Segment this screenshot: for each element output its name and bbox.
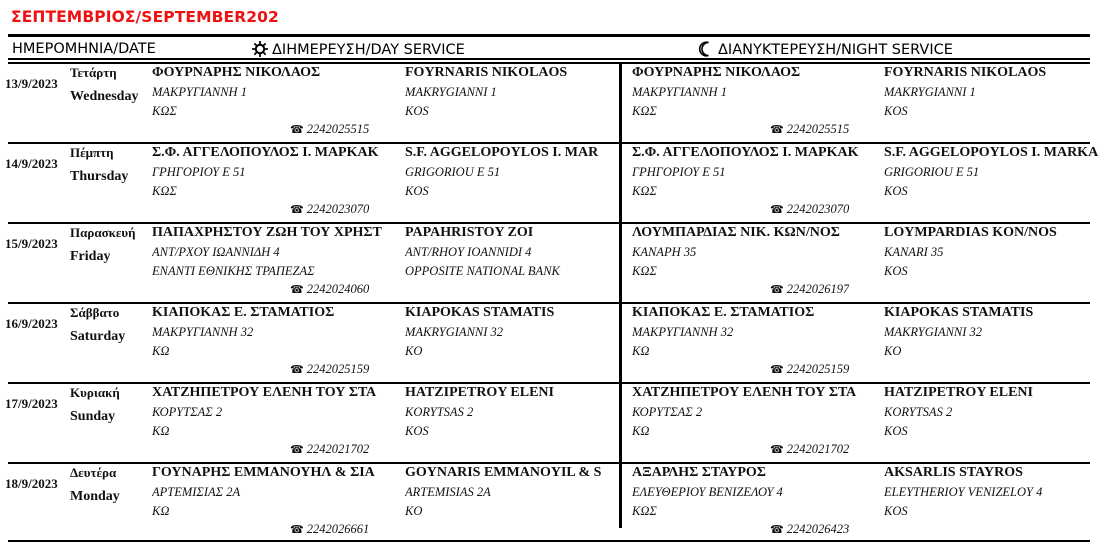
row-date: 17/9/2023 xyxy=(5,396,58,411)
table-bottom-border xyxy=(8,540,1090,542)
night-pharmacy-phone xyxy=(770,202,849,217)
moon-icon xyxy=(698,41,714,57)
phone-number: 2242023070 xyxy=(306,202,370,216)
night-pharmacy-address-greek: ΕΛΕΥΘΕΡΙΟΥ ΒΕΝΙΖΕΛΟΥ 4 xyxy=(632,485,783,499)
day-pharmacy-city-greek: ΚΩΣ xyxy=(152,184,177,198)
night-pharmacy-city-english: KOS xyxy=(884,184,908,198)
day-pharmacy-address-english: ARTEMISIAS 2A xyxy=(405,485,491,499)
day-pharmacy-city-english: OPPOSITE NATIONAL BANK xyxy=(405,264,560,278)
night-pharmacy-city-greek: ΚΩΣ xyxy=(632,104,657,118)
night-pharmacy-phone xyxy=(770,442,849,457)
day-pharmacy-name-greek: ΓΟΥΝΑΡΗΣ ΕΜΜΑΝΟΥΗΛ & ΣΙΑ xyxy=(152,465,375,480)
phone-icon: ☎ xyxy=(770,284,784,296)
day-pharmacy-name-english: HATZIPETROY ELENI xyxy=(405,385,554,400)
phone-icon: ☎ xyxy=(770,204,784,216)
night-pharmacy-address-english: MAKRYGIANNI 1 xyxy=(884,85,976,99)
day-pharmacy-name-english: S.F. AGGELOPOYLOS I. MAR xyxy=(405,145,599,160)
weekday-greek: Παρασκευή xyxy=(70,225,136,240)
phone-icon: ☎ xyxy=(770,364,784,376)
night-pharmacy-name-english: LOYMPARDIAS KON/NOS xyxy=(884,225,1057,240)
row-divider xyxy=(8,142,1090,144)
row-date: 13/9/2023 xyxy=(5,76,58,91)
night-pharmacy-address-greek: ΚΟΡΥΤΣΑΣ 2 xyxy=(632,405,703,419)
table-row xyxy=(0,62,1108,142)
table-row xyxy=(0,382,1108,462)
page-title: ΣΕΠΤΕΜΒΡΙΟΣ/SEPTEMBER202 xyxy=(11,8,279,26)
phone-icon: ☎ xyxy=(290,204,304,216)
table-row xyxy=(0,142,1108,222)
day-pharmacy-city-english: KO xyxy=(405,504,423,518)
day-pharmacy-address-english: MAKRYGIANNI 32 xyxy=(405,325,504,339)
day-pharmacy-address-english: GRIGORIOU E 51 xyxy=(405,165,501,179)
day-pharmacy-name-english: PAPAHRISTOY ZOI xyxy=(405,225,534,240)
night-pharmacy-name-greek: ΛΟΥΜΠΑΡΔΙΑΣ ΝΙΚ. ΚΩΝ/ΝΟΣ xyxy=(632,225,840,240)
row-date: 14/9/2023 xyxy=(5,156,58,171)
day-service-header xyxy=(252,41,465,58)
night-pharmacy-city-greek: ΚΩ xyxy=(632,424,650,438)
weekday-english: Wednesday xyxy=(70,89,139,104)
day-pharmacy-address-greek: ΑΝΤ/ΡΧΟΥ ΙΩΑΝΝΙΔΗ 4 xyxy=(152,245,280,259)
night-pharmacy-address-greek: ΚΑΝΑΡΗ 35 xyxy=(632,245,697,259)
sun-icon xyxy=(252,41,268,57)
night-pharmacy-city-english: KOS xyxy=(884,504,908,518)
phone-number: 2242025159 xyxy=(786,362,850,376)
night-pharmacy-name-greek: Σ.Φ. ΑΓΓΕΛΟΠΟΥΛΟΣ Ι. ΜΑΡΚΑΚ xyxy=(632,145,859,160)
day-pharmacy-name-greek: ΧΑΤΖΗΠΕΤΡΟΥ ΕΛΕΝΗ ΤΟΥ ΣΤΑ xyxy=(152,385,377,400)
day-pharmacy-address-greek: ΚΟΡΥΤΣΑΣ 2 xyxy=(152,405,223,419)
night-service-header xyxy=(698,41,953,58)
night-pharmacy-address-english: GRIGORIOU E 51 xyxy=(884,165,980,179)
night-pharmacy-phone xyxy=(770,522,849,537)
day-pharmacy-name-greek: ΠΑΠΑΧΡΗΣΤΟΥ ΖΩΗ ΤΟΥ ΧΡΗΣΤ xyxy=(152,225,382,240)
night-pharmacy-city-english: KOS xyxy=(884,104,908,118)
day-pharmacy-city-english: KO xyxy=(405,344,423,358)
phone-icon: ☎ xyxy=(290,284,304,296)
row-date: 16/9/2023 xyxy=(5,316,58,331)
night-pharmacy-name-english: FOYRNARIS NIKOLAOS xyxy=(884,65,1047,80)
table-row xyxy=(0,462,1108,542)
night-pharmacy-name-greek: ΚΙΑΠΟΚΑΣ Ε. ΣΤΑΜΑΤΙΟΣ xyxy=(632,305,815,320)
row-divider xyxy=(8,462,1090,464)
night-pharmacy-phone xyxy=(770,282,849,297)
phone-icon: ☎ xyxy=(290,124,304,136)
night-pharmacy-address-greek: ΜΑΚΡΥΓΙΑΝΝΗ 1 xyxy=(632,85,727,99)
day-pharmacy-phone xyxy=(290,282,369,297)
phone-number: 2242021702 xyxy=(786,442,850,456)
row-date: 18/9/2023 xyxy=(5,476,58,491)
row-divider xyxy=(8,302,1090,304)
day-pharmacy-address-greek: ΑΡΤΕΜΙΣΙΑΣ 2Α xyxy=(152,485,241,499)
day-pharmacy-name-english: FOYRNARIS NIKOLAOS xyxy=(405,65,568,80)
phone-icon: ☎ xyxy=(770,124,784,136)
day-pharmacy-city-greek: ΚΩΣ xyxy=(152,104,177,118)
phone-number: 2242025159 xyxy=(306,362,370,376)
day-pharmacy-name-english: GOYNARIS EMMANOYIL & S xyxy=(405,465,602,480)
night-pharmacy-address-english: KANARI 35 xyxy=(884,245,944,259)
weekday-greek: Τετάρτη xyxy=(70,65,117,80)
day-pharmacy-address-greek: ΓΡΗΓΟΡΙΟΥ Ε 51 xyxy=(152,165,246,179)
day-pharmacy-phone xyxy=(290,122,369,137)
night-pharmacy-address-english: MAKRYGIANNI 32 xyxy=(884,325,983,339)
weekday-greek: Κυριακή xyxy=(70,385,120,400)
day-pharmacy-name-greek: ΦΟΥΡΝΑΡΗΣ ΝΙΚΟΛΑΟΣ xyxy=(152,65,321,80)
day-pharmacy-city-greek: ΚΩ xyxy=(152,344,170,358)
phone-number: 2242026423 xyxy=(786,522,850,536)
weekday-english: Sunday xyxy=(70,409,116,424)
day-service-label: ΔΙΗΜΕΡΕΥΣΗ/DAY SERVICE xyxy=(272,42,465,58)
night-service-label: ΔΙΑΝΥΚΤΕΡΕΥΣΗ/NIGHT SERVICE xyxy=(718,42,953,58)
day-pharmacy-address-english: MAKRYGIANNI 1 xyxy=(405,85,497,99)
day-pharmacy-address-greek: ΜΑΚΡΥΓΙΑΝΝΗ 32 xyxy=(152,325,254,339)
phone-number: 2242025515 xyxy=(306,122,370,136)
night-pharmacy-name-english: KIAPOKAS STAMATIS xyxy=(884,305,1034,320)
day-pharmacy-city-english: KOS xyxy=(405,184,429,198)
weekday-english: Monday xyxy=(70,489,120,504)
table-row xyxy=(0,222,1108,302)
day-pharmacy-phone xyxy=(290,202,369,217)
phone-icon: ☎ xyxy=(290,524,304,536)
night-pharmacy-name-greek: ΧΑΤΖΗΠΕΤΡΟΥ ΕΛΕΝΗ ΤΟΥ ΣΤΑ xyxy=(632,385,857,400)
phone-number: 2242021702 xyxy=(306,442,370,456)
day-pharmacy-address-english: KORYTSAS 2 xyxy=(405,405,474,419)
day-pharmacy-city-greek: ΕΝΑΝΤΙ ΕΘΝΙΚΗΣ ΤΡΑΠΕΖΑΣ xyxy=(152,264,315,278)
day-pharmacy-phone xyxy=(290,362,369,377)
night-pharmacy-address-english: KORYTSAS 2 xyxy=(884,405,953,419)
night-pharmacy-city-english: KOS xyxy=(884,424,908,438)
day-pharmacy-city-english: KOS xyxy=(405,104,429,118)
weekday-english: Thursday xyxy=(70,169,129,184)
row-divider xyxy=(8,222,1090,224)
night-pharmacy-name-english: HATZIPETROY ELENI xyxy=(884,385,1033,400)
day-pharmacy-city-greek: ΚΩ xyxy=(152,504,170,518)
weekday-greek: Σάββατο xyxy=(70,305,120,320)
night-pharmacy-address-english: ELEYTHERIOY VENIZELOY 4 xyxy=(884,485,1043,499)
phone-number: 2242024060 xyxy=(306,282,370,296)
night-pharmacy-phone xyxy=(770,362,849,377)
day-pharmacy-city-greek: ΚΩ xyxy=(152,424,170,438)
night-pharmacy-city-greek: ΚΩ xyxy=(632,344,650,358)
night-pharmacy-name-english: AKSARLIS STAYROS xyxy=(884,465,1023,480)
night-pharmacy-city-english: KO xyxy=(884,344,902,358)
phone-number: 2242025515 xyxy=(786,122,850,136)
phone-icon: ☎ xyxy=(770,444,784,456)
weekday-greek: Δευτέρα xyxy=(70,465,117,480)
date-column-header: ΗΜΕΡΟΜΗΝΙΑ/DATE xyxy=(12,41,156,57)
day-pharmacy-name-greek: Σ.Φ. ΑΓΓΕΛΟΠΟΥΛΟΣ Ι. ΜΑΡΚΑΚ xyxy=(152,145,379,160)
day-pharmacy-name-greek: ΚΙΑΠΟΚΑΣ Ε. ΣΤΑΜΑΤΙΟΣ xyxy=(152,305,335,320)
table-row xyxy=(0,302,1108,382)
night-pharmacy-city-greek: ΚΩΣ xyxy=(632,184,657,198)
table-header xyxy=(8,34,1090,60)
night-pharmacy-address-greek: ΓΡΗΓΟΡΙΟΥ Ε 51 xyxy=(632,165,726,179)
phone-number: 2242023070 xyxy=(786,202,850,216)
weekday-english: Saturday xyxy=(70,329,126,344)
row-divider xyxy=(8,382,1090,384)
night-pharmacy-phone xyxy=(770,122,849,137)
night-pharmacy-city-greek: ΚΩΣ xyxy=(632,504,657,518)
day-pharmacy-name-english: KIAPOKAS STAMATIS xyxy=(405,305,555,320)
phone-number: 2242026661 xyxy=(306,522,370,536)
phone-icon: ☎ xyxy=(290,364,304,376)
night-pharmacy-address-greek: ΜΑΚΡΥΓΙΑΝΝΗ 32 xyxy=(632,325,734,339)
day-pharmacy-phone xyxy=(290,442,369,457)
phone-number: 2242026197 xyxy=(786,282,850,296)
phone-icon: ☎ xyxy=(290,444,304,456)
night-pharmacy-name-greek: ΑΞΑΡΛΗΣ ΣΤΑΥΡΟΣ xyxy=(632,465,766,480)
day-pharmacy-address-greek: ΜΑΚΡΥΓΙΑΝΝΗ 1 xyxy=(152,85,247,99)
phone-icon: ☎ xyxy=(770,524,784,536)
night-pharmacy-city-greek: ΚΩΣ xyxy=(632,264,657,278)
night-pharmacy-name-greek: ΦΟΥΡΝΑΡΗΣ ΝΙΚΟΛΑΟΣ xyxy=(632,65,801,80)
day-pharmacy-city-english: KOS xyxy=(405,424,429,438)
night-pharmacy-name-english: S.F. AGGELOPOYLOS I. MARKA xyxy=(884,145,1099,160)
weekday-greek: Πέμπτη xyxy=(70,145,114,160)
day-pharmacy-phone xyxy=(290,522,369,537)
row-date: 15/9/2023 xyxy=(5,236,58,251)
row-divider xyxy=(8,62,1090,64)
day-pharmacy-address-english: ANT/RHOY IOANNIDI 4 xyxy=(405,245,532,259)
night-pharmacy-city-english: KOS xyxy=(884,264,908,278)
weekday-english: Friday xyxy=(70,249,111,264)
